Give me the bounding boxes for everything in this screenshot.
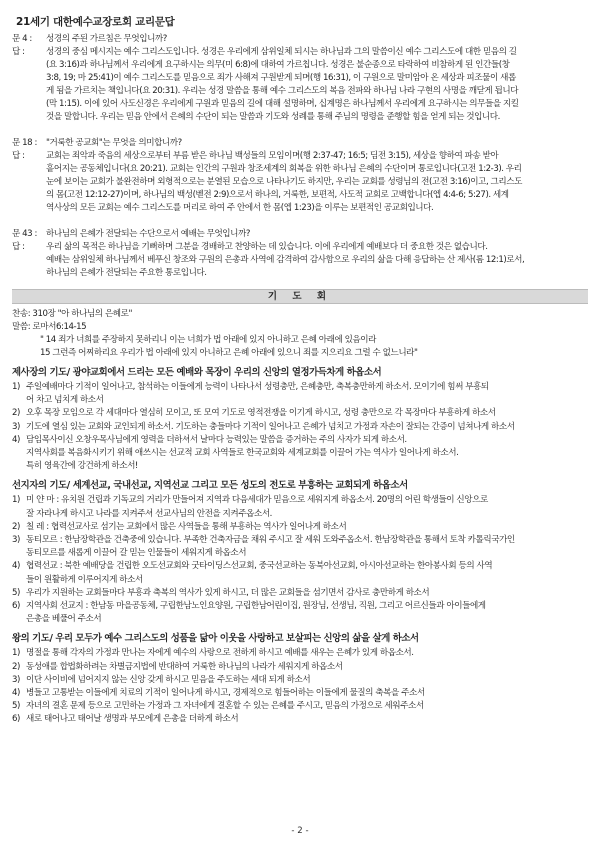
question-text: "거룩한 공교회"는 무엇을 의미합니까? bbox=[46, 138, 182, 148]
answer-line: 우리 삶의 목적은 하나님을 기뻐하며 그분을 경배하고 찬양하는 데 있습니다. 이에 우리에게 예배보다 더 중요한 것은 없습니다. bbox=[46, 242, 488, 252]
item-number: 2) bbox=[12, 661, 20, 672]
item-number: 1) bbox=[12, 648, 20, 659]
item-text: 명절을 통해 각자의 가정과 만나는 자에게 예수의 사랑으로 전하게 하시고 예배를 새우는 은혜가 있게 하옵소서. bbox=[26, 648, 414, 659]
item-text: 기도에 열심 있는 교회와 교인되게 하소서. 기도하는 충들마다 기적이 일어나고 은혜가 넘치고 가정과 자손이 잘되는 간증이 넘쳐나게 하소서 bbox=[26, 421, 515, 432]
answer-line: (요 3:16)과 하나님께서 우리에게 요구하시는 의무(미 6:8)에 대하여 가르칩니다. 성경은 불순종으로 타락하여 비참하게 된 인간들(창 bbox=[46, 60, 510, 70]
prayer-item bbox=[12, 434, 588, 447]
item-text: 자녀의 결혼 문제 등으로 고민하는 가정과 그 자녀에게 결혼할 수 있는 은혜를 주시고, 믿음의 가정으로 세워주소서 bbox=[26, 701, 424, 712]
prayer-list bbox=[12, 494, 588, 626]
item-number: 4) bbox=[12, 434, 20, 445]
item-text-continued: 동티모르를 새롭게 이끌어 갈 믿는 인물들이 세워지게 하옵소서 bbox=[26, 548, 247, 559]
item-text-continued: 특히 영육간에 강건하게 하소서! bbox=[26, 461, 138, 472]
answer-label: 답 : bbox=[12, 242, 25, 252]
item-text-continued: 지역사회를 복음화시키기 위해 애쓰시는 선교적 교회 사역들로 한국교회와 세계교회를 이끌어 가는 역사가 일어나게 하소서. bbox=[26, 448, 459, 459]
answer-row bbox=[12, 241, 588, 254]
prayer-item bbox=[12, 381, 588, 394]
answer-line: (막 1:15). 이에 있어 사도신경은 우리에게 구원과 믿음의 길에 대해 설명하며, 십계명은 하나님께서 우리에게 요구하시는 의무들을 지킬 bbox=[46, 99, 519, 109]
question-text: 성경의 주된 가르침은 무엇입니까? bbox=[46, 34, 167, 44]
item-text: 주일예배마다 기적이 일어나고, 참석하는 이들에게 능력이 나타나서 성령충만, 은혜충만, 축복충만하게 하소서. 모이기에 힘써 부흥되 bbox=[26, 382, 489, 392]
hymn-line: 찬송: 310장 "아 하나님의 은혜로" bbox=[12, 309, 132, 319]
prayer-group-title: 선지자의 기도/ 세계선교, 국내선교, 지역선교 그리고 모든 성도의 전도로 부흥하는 교회되게 하옵소서 bbox=[12, 480, 408, 492]
item-text: 협력선교 : 북한 예배당을 건립한 오도선교회와 굿타이딩스선교회, 중국선교하는 동북아선교회, 아시아선교하는 한아봉사회 등의 사역 bbox=[26, 561, 493, 572]
item-text-continued: 은총을 베풀어 주소서 bbox=[26, 614, 102, 625]
item-number: 3) bbox=[12, 535, 20, 546]
prayer-section-title: 기 도 회 bbox=[12, 289, 588, 304]
document-page bbox=[12, 14, 588, 727]
answer-line: 하나님의 은혜가 전달되는 주요한 통로입니다. bbox=[46, 268, 207, 278]
verse-line: 15 그런즉 어찌하리요 우리가 법 아래에 있지 아니하고 은혜 아래에 있으니 죄를 지으리요 그럴 수 없느니라" bbox=[40, 348, 418, 358]
item-number: 5) bbox=[12, 587, 20, 598]
item-text: 동성애를 합법화하려는 차별금지법에 반대하여 거룩한 하나님의 나라가 세워지게 하옵소서 bbox=[26, 661, 343, 672]
prayer-item bbox=[12, 587, 588, 600]
item-text-continued: 잘 자라나게 하시고 나라를 지켜주셔 선교사님의 안전을 지켜주옵소서. bbox=[26, 508, 272, 519]
answer-line: 교회는 죄악과 죽음의 세상으로부터 부름 받은 하나님 백성들의 모임이며(행 2:37-47; 16:5; 딤전 3:15), 세상을 향하여 파송 받아 bbox=[46, 151, 499, 161]
prayer-list bbox=[12, 647, 588, 726]
scripture-reference: 말씀: 로마서6:14-15 bbox=[12, 322, 87, 332]
prayer-item bbox=[12, 674, 588, 687]
prayer-group-title: 제사장의 기도/ 광야교회에서 드리는 모든 예배와 목장이 우리의 신앙의 열정가득차게 하옵소서 bbox=[12, 367, 382, 378]
answer-line: 역사상의 모든 교회는 예수 그리스도를 머리로 하여 주 안에서 한 몸(엡 1:23)을 이루는 보편적인 공교회입니다. bbox=[46, 203, 434, 213]
answer-row bbox=[12, 46, 588, 59]
answer-line: 3:8, 19; 마 25:41)이 예수 그리스도를 믿음으로 죄가 사해져 구원받게 되며(행 16:31), 이 구원으로 말미암아 온 세상과 피조물이 새롭 bbox=[46, 73, 516, 83]
question-row bbox=[12, 33, 588, 46]
prayer-item bbox=[12, 421, 588, 434]
question-row bbox=[12, 137, 588, 150]
prayer-item bbox=[12, 713, 588, 726]
item-text: 칠 레 : 협력선교사로 섬기는 교회에서 많은 사역들을 통해 부흥하는 역사가 일어나게 하소서 bbox=[26, 521, 347, 532]
prayer-list bbox=[12, 381, 588, 473]
item-number: 6) bbox=[12, 714, 20, 725]
prayer-groups bbox=[12, 366, 588, 727]
item-number: 2) bbox=[12, 521, 20, 532]
prayer-item bbox=[12, 600, 588, 613]
item-number: 5) bbox=[12, 701, 20, 712]
item-number: 1) bbox=[12, 495, 20, 506]
item-text: 새로 태어나고 태어날 생명과 부모에게 은총을 더하게 하소서 bbox=[26, 714, 239, 725]
item-number: 4) bbox=[12, 688, 20, 699]
prayer-item bbox=[12, 560, 588, 573]
item-number: 1) bbox=[12, 382, 20, 392]
question-label: 문 18 : bbox=[12, 138, 37, 148]
document-title: 21세기 대한예수교장로회 교리문답 bbox=[16, 16, 175, 28]
answer-line: 성경의 중심 메시지는 예수 그리스도입니다. 성경은 우리에게 삼위일체 되시는 하나님과 그의 말씀이신 예수 그리스도에 대한 믿음의 길 bbox=[46, 47, 517, 57]
page-number: - 2 - bbox=[291, 826, 309, 836]
item-text-continued: 어 차고 넘치게 하소서 bbox=[26, 395, 104, 406]
answer-row bbox=[12, 150, 588, 163]
spacer bbox=[12, 215, 588, 228]
question-text: 하나님의 은혜가 전달되는 수단으로서 예배는 무엇입니까? bbox=[46, 229, 250, 239]
prayer-item bbox=[12, 521, 588, 534]
prayer-group-title: 왕의 기도/ 우리 모두가 예수 그리스도의 성품을 닮아 이웃을 사랑하고 보살피는 신앙의 삶을 살게 하소서 bbox=[12, 633, 419, 645]
prayer-item bbox=[12, 534, 588, 547]
item-text: 오후 목장 모임으로 각 세대마다 열심히 모이고, 또 모여 기도로 영적전쟁을 이기게 하시고, 성령 충만으로 각 목장마다 부흥하게 하소서 bbox=[26, 408, 496, 419]
prayer-item bbox=[12, 407, 588, 420]
item-text-continued: 들이 원활하게 이루어지게 하소서 bbox=[26, 574, 143, 585]
answer-line: 것을 말합니다. 우리는 믿음 안에서 은혜의 수단이 되는 말씀과 기도와 성례를 통해 주님의 명령을 준행할 힘을 얻게 되는 것입니다. bbox=[46, 112, 500, 122]
item-text: 지역사회 선교지 : 한남동 마을공동체, 구립한남노인요양원, 구립한남어린이집, 원장님, 선생님, 직원, 그리고 어르신들과 아이들에게 bbox=[26, 601, 486, 612]
qa-block bbox=[12, 137, 588, 215]
answer-line: 눈에 보이는 교회가 불완전하며 외형적으로는 분열된 모습으로 나타나기도 하지만, 우리는 교회를 성령님의 전(고전 3:16)이고, 그리스도 bbox=[46, 177, 522, 187]
prayer-item bbox=[12, 494, 588, 507]
item-text: 병들고 고통받는 이들에게 치료의 기적이 일어나게 하시고, 경제적으로 힘들어하는 이들에게 물질의 축복을 주소서 bbox=[26, 688, 425, 699]
qa-block bbox=[12, 228, 588, 280]
item-text: 담임목사이신 오창우목사님에게 영력을 더하셔서 날마다 능력있는 말씀을 증거하는 주의 사자가 되게 하소서. bbox=[26, 434, 407, 445]
prayer-item bbox=[12, 661, 588, 674]
answer-line: 의 몸(고전 12:12-27)이며, 하나님의 백성(벧전 2:9)으로서 하나의, 거룩한, 보편적, 사도적 교회로 고백합니다(엡 4:4-6; 5:27). 세계 bbox=[46, 190, 509, 200]
answer-line: 게 됨을 가르치는 책입니다(요 20:31). 우리는 성경 말씀을 통해 예수 그리스도의 복음 전파와 하나님 나라 구현의 사명을 깨닫게 됩니다 bbox=[46, 86, 519, 96]
answer-label: 답 : bbox=[12, 151, 25, 161]
prayer-item bbox=[12, 700, 588, 713]
answer-label: 답 : bbox=[12, 47, 25, 57]
prayer-item bbox=[12, 687, 588, 700]
catechism-section bbox=[12, 33, 588, 280]
item-number: 2) bbox=[12, 408, 20, 419]
question-label: 문 4 : bbox=[12, 34, 32, 44]
item-number: 4) bbox=[12, 561, 20, 572]
item-text: 우리가 지원하는 교회들마다 부흥과 축복의 역사가 있게 하시고, 더 많은 교회들을 섬기면서 감사로 충만하게 하소서 bbox=[26, 587, 430, 598]
qa-block bbox=[12, 33, 588, 124]
question-row bbox=[12, 228, 588, 241]
item-text: 이단 사이비에 넘어지지 않는 신앙 갖게 하시고 믿음을 주도하는 세대 되게 하소서 bbox=[26, 674, 311, 685]
question-label: 문 43 : bbox=[12, 229, 37, 239]
prayer-item bbox=[12, 647, 588, 660]
item-number: 6) bbox=[12, 601, 20, 612]
verse-line: " 14 죄가 너희를 주장하지 못하리니 이는 너희가 법 아래에 있지 아니하고 은혜 아래에 있음이라 bbox=[40, 335, 376, 345]
item-text: 미 얀 마 : 유치원 건립과 기독교의 거리가 만들어져 지역과 다음세대가 믿음으로 세워지게 하옵소서. 20명의 어린 학생들이 신앙으로 bbox=[26, 495, 488, 506]
item-text: 동티모르 : 한남장학관을 건축중에 있습니다. 부족한 건축자금을 채워 주시고 잘 세워 도와주옵소서. 한남장학관을 통해서 토착 카톨릭국가인 bbox=[26, 535, 515, 546]
item-number: 3) bbox=[12, 674, 20, 685]
answer-line: 예배는 삼위일체 하나님께서 베푸신 창조와 구원의 은총과 사역에 감격하여 감사함으로 우리의 삶을 다해 응답하는 산 제사(롬 12:1)로서, bbox=[46, 255, 525, 265]
answer-line: 흩어지는 공동체입니다(요 20:21). 교회는 인간의 구원과 창조세계의 회복을 위한 하나님 은혜의 수단이며 통로입니다(고전 1:2-3). 우리 bbox=[46, 164, 522, 174]
spacer bbox=[12, 124, 588, 137]
item-number: 3) bbox=[12, 421, 20, 432]
